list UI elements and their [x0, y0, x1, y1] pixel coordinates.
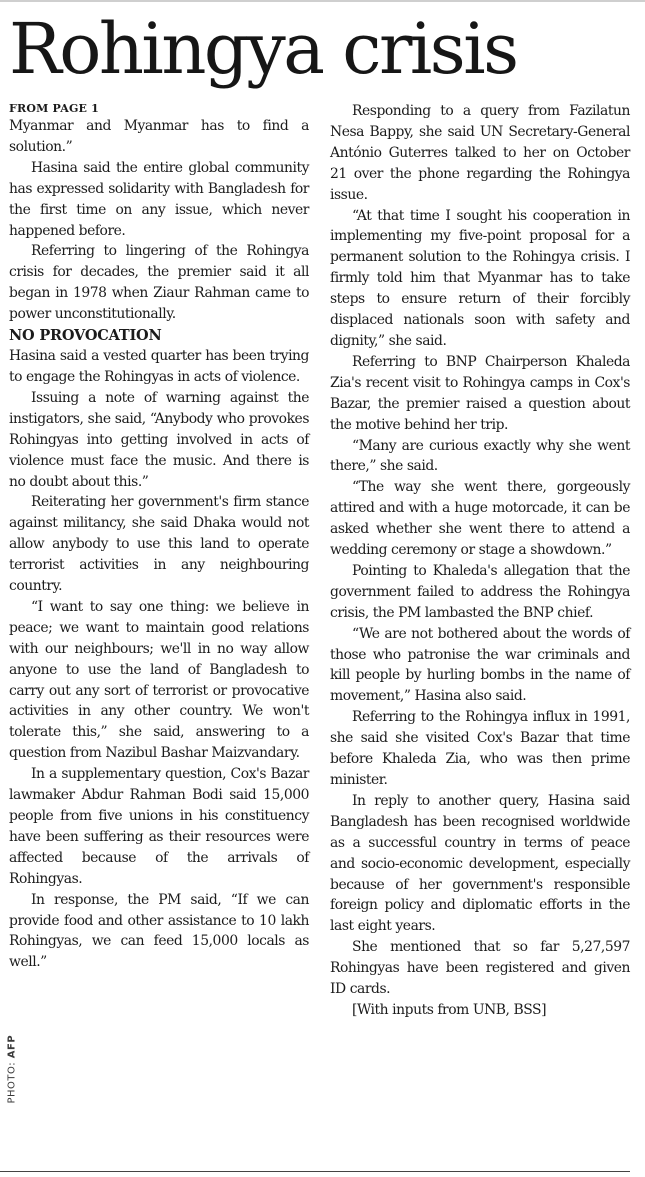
paragraph: In response, the PM said, “If we can provide food and other assistance to 10 lakh Rohingyas, we can feed 15,000 locals as well.” — [9, 891, 309, 971]
paragraph: Referring to BNP Chairperson Khaleda Zia's recent visit to Rohingya camps in Cox's Bazar, the premier raised a question about the motive behind her trip. — [330, 353, 630, 433]
paragraph: “The way she went there, gorgeously attired and with a huge motorcade, it can be asked whether she went there to attend a wedding ceremony or stage a showdown.” — [330, 479, 630, 559]
paragraph: She mentioned that so far 5,27,597 Rohingyas have been registered and given ID cards. — [330, 939, 630, 998]
headline: Rohingya crisis — [9, 8, 517, 90]
article-column-right — [330, 101, 630, 1021]
paragraph: Hasina said a vested quarter has been trying to engage the Rohingyas in acts of violence. — [9, 348, 309, 385]
paragraph: Myanmar and Myanmar has to find a solution.” — [9, 118, 309, 155]
paragraph: In reply to another query, Hasina said Bangladesh has been recognised worldwide as a successful country in terms of peace and socio-economic development, especially because of her government's responsible foreign policy and diplomatic efforts in the last eight years. — [330, 792, 630, 935]
photo-credit — [6, 1034, 18, 1104]
paragraph: Pointing to Khaleda's allegation that the government failed to address the Rohingya crisis, the PM lambasted the BNP chief. — [330, 562, 630, 621]
photo-credit-source: AFP — [6, 1034, 18, 1059]
paragraph: In a supplementary question, Cox's Bazar lawmaker Abdur Rahman Bodi said 15,000 people from five unions in his constituency have been suffering as their resources were affected because of the arrivals of Rohingyas. — [9, 766, 309, 887]
paragraph: “I want to say one thing: we believe in peace; we want to maintain good relations with our neighbours; we'll in no way allow anyone to use the land of Bangladesh to carry out any sort of terrorist or provocative activities in any other country. We won't tolerate this,” she said, answering to a question from Nazibul Bashar Maizvandary. — [9, 598, 309, 762]
section-subhead: NO PROVOCATION — [9, 327, 162, 345]
paragraph: “We are not bothered about the words of those who patronise the war criminals and kill people by hurling bombs in the name of movement,” Hasina also said. — [330, 625, 630, 705]
paragraph: “At that time I sought his cooperation in implementing my five-point proposal for a permanent solution to the Rohingya crisis. I firmly told him that Myanmar has to take steps to ensure return of their forcibly displaced nationals soon with safety and dignity,” she said. — [330, 207, 630, 349]
jump-line: FROM PAGE 1 — [9, 102, 100, 115]
paragraph: Referring to the Rohingya influx in 1991, she said she visited Cox's Bazar that time before Khaleda Zia, who was then prime minister. — [330, 709, 630, 788]
paragraph: Referring to lingering of the Rohingya crisis for decades, the premier said it all began in 1978 when Ziaur Rahman came to power unconstitutionally. — [9, 243, 309, 323]
photo-credit-label: PHOTO: — [6, 1061, 18, 1104]
paragraph: Responding to a query from Fazilatun Nesa Bappy, she said UN Secretary-General António Guterres talked to her on October 21 over the phone regarding the Rohingya issue. — [330, 103, 630, 203]
paragraph: Reiterating her government's firm stance against militancy, she said Dhaka would not allow anybody to use this land to operate terrorist activities in any neighbouring country. — [9, 494, 309, 595]
paragraph: Issuing a note of warning against the instigators, she said, “Anybody who provokes Rohingyas into getting involved in acts of violence must face the music. And there is no doubt about this.” — [9, 389, 309, 490]
paragraph: [With inputs from UNB, BSS] — [352, 1001, 547, 1018]
article-column-left — [9, 101, 309, 973]
paragraph: “Many are curious exactly why she went there,” she said. — [330, 437, 630, 475]
paragraph: Hasina said the entire global community has expressed solidarity with Bangladesh for the first time on any issue, which never happened before. — [9, 159, 309, 239]
bottom-divider — [0, 1171, 630, 1172]
top-divider — [0, 0, 645, 2]
